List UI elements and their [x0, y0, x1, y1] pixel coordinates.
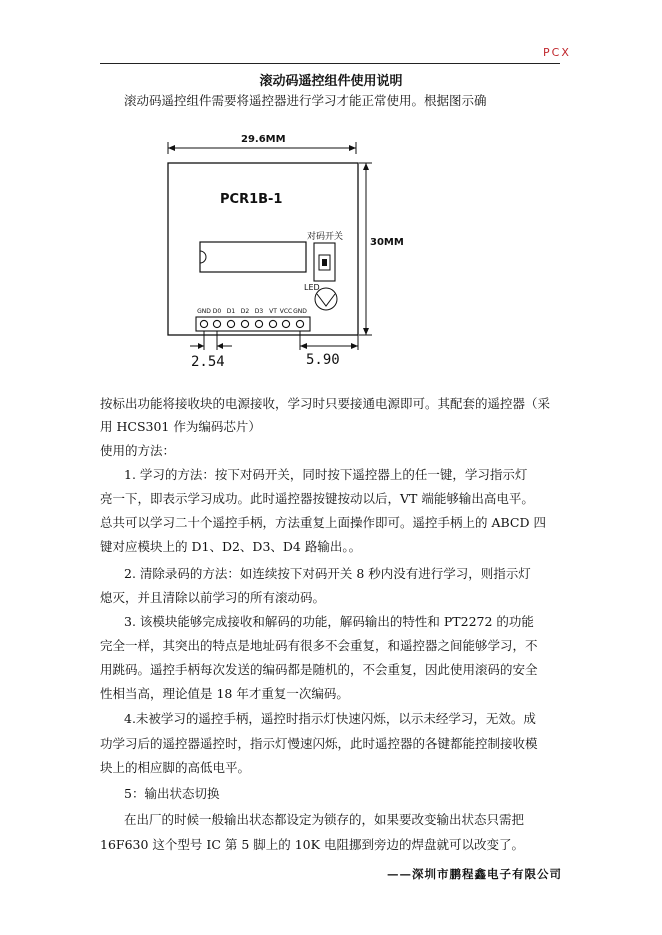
body-line: 3. 该模块能够完成接收和解码的功能，解码输出的特性和 PT2272 的功能 — [124, 614, 534, 629]
height-label: 30MM — [370, 237, 404, 248]
pin-hole — [255, 320, 262, 327]
pin-label-d2: D2 — [240, 308, 250, 315]
header-rule — [100, 63, 560, 64]
pin-hole — [296, 320, 303, 327]
pin-hole — [241, 320, 248, 327]
body-line: 用跳码。遥控手柄每次发送的编码都是随机的，不会重复，因此使用滚码的安全 — [100, 662, 538, 677]
intro-paragraph: 滚动码遥控组件需要将遥控器进行学习才能正常使用。根据图示确 — [124, 93, 487, 108]
doc-title: 滚动码遥控组件使用说明 — [259, 74, 403, 89]
body-line: 4.未被学习的遥控手柄，遥控时指示灯快速闪烁，以示未经学习，无效。成 — [124, 711, 536, 726]
pin-hole — [200, 320, 207, 327]
pin-label-d1: D1 — [226, 308, 236, 315]
body-line: 完全一样，其突出的特点是地址码有很多不会重复，和遥控器之间能够学习，不 — [100, 638, 538, 653]
body-line: 在出厂的时候一般输出状态都设定为锁存的，如果要改变输出状态只需把 — [124, 812, 525, 827]
section-heading: 5：输出状态切换 — [124, 786, 220, 801]
pin-label-d3: D3 — [254, 308, 264, 315]
ic-chip — [200, 242, 306, 272]
body-line: 块上的相应脚的高低电平。 — [100, 760, 251, 775]
pitch-label: 2.54 — [191, 354, 225, 370]
pin-hole — [282, 320, 289, 327]
body-line: 1. 学习的方法：按下对码开关，同时按下遥控器上的任一键，学习指示灯 — [124, 467, 528, 482]
pin-label-vt: VT — [269, 308, 277, 315]
model-label: PCR1B-1 — [220, 192, 283, 207]
body-line: 用 HCS301 作为编码芯片） — [100, 419, 261, 434]
width-label: 29.6MM — [241, 134, 286, 145]
switch-label: 对码开关 — [307, 232, 344, 242]
pin-label-d0: D0 — [212, 308, 222, 315]
body-line: 亮一下，即表示学习成功。此时遥控器按键按动以后，VT 端能够输出高电平。 — [100, 491, 534, 506]
company-signature: ——深圳市鹏程鑫电子有限公司 — [387, 867, 562, 881]
module-diagram — [160, 118, 460, 383]
body-line: 总共可以学习二十个遥控手柄，方法重复上面操作即可。遥控手柄上的 ABCD 四 — [100, 515, 546, 530]
pin-hole — [213, 320, 220, 327]
pin-label-gnd-2: GND — [293, 308, 307, 315]
body-line: 功学习后的遥控器遥控时，指示灯慢速闪烁，此时遥控器的各键都能控制接收模 — [100, 736, 538, 751]
pin-hole — [227, 320, 234, 327]
led-label: LED — [304, 283, 320, 292]
body-line: 使用的方法： — [100, 443, 176, 458]
body-line: 16F630 这个型号 IC 第 5 脚上的 10K 电阻挪到旁边的焊盘就可以改变了。 — [100, 837, 524, 852]
body-line: 键对应模块上的 D1、D2、D3、D4 路输出。。 — [100, 539, 362, 554]
body-line: 熄灭，并且清除以前学习的所有滚动码。 — [100, 590, 326, 605]
body-line: 按标出功能将接收块的电源接收，学习时只要接通电源即可。其配套的遥控器（采 — [100, 396, 551, 411]
pin-label-gnd: GND — [197, 308, 211, 315]
offset-label: 5.90 — [306, 352, 340, 368]
body-line: 2. 清除录码的方法：如连续按下对码开关 8 秒内没有进行学习，则指示灯 — [124, 566, 531, 581]
pin-label-vcc: VCC — [279, 308, 293, 315]
pin-hole — [269, 320, 276, 327]
brand-mark: PCX — [543, 46, 571, 59]
body-line: 性相当高，理论值是 18 年才重复一次编码。 — [100, 686, 349, 701]
